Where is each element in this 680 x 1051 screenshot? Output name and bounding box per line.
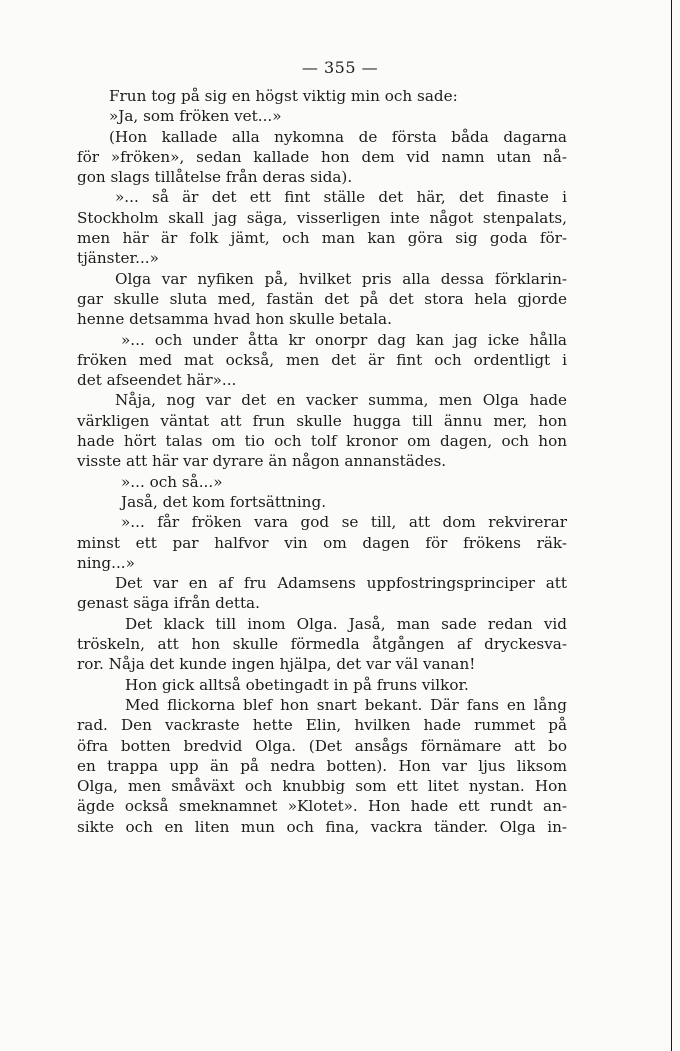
- text-line: men här är folk jämt, och man kan göra sig goda för-: [77, 229, 567, 248]
- text-line: visste att här var dyrare än någon annanstädes.: [77, 452, 447, 471]
- text-line: det afseendet här»...: [77, 371, 237, 390]
- text-line: Det var en af fru Adamsens uppfostringsprinciper att: [115, 574, 567, 593]
- page-number: — 355 —: [301, 58, 379, 77]
- text-line: genast säga ifrån detta.: [77, 594, 260, 613]
- text-line: sikte och en liten mun och fina, vackra tänder. Olga in-: [77, 817, 567, 836]
- text-line: ror. Nåja det kunde ingen hjälpa, det var väl vanan!: [77, 655, 476, 674]
- text-line: Jaså, det kom fortsättning.: [121, 492, 327, 511]
- text-line: ning...»: [77, 553, 135, 572]
- text-line: tröskeln, att hon skulle förmedla åtgången af dryckesva-: [77, 635, 567, 654]
- text-line: Hon gick alltså obetingadt in på fruns vilkor.: [125, 675, 469, 694]
- body-text: [77, 86, 567, 837]
- text-line: Det klack till inom Olga. Jaså, man sade redan vid: [125, 614, 567, 633]
- text-line: »... och så...»: [121, 472, 223, 491]
- page-edge-line: [671, 0, 672, 1051]
- text-line: hade hört talas om tio och tolf kronor om dagen, och hon: [77, 432, 567, 451]
- text-line: värkligen väntat att frun skulle hugga till ännu mer, hon: [77, 411, 567, 430]
- text-line: öfra botten bredvid Olga. (Det ansågs förnämare att bo: [77, 736, 567, 755]
- text-line: ägde också smeknamnet »Klotet». Hon hade ett rundt an-: [77, 797, 567, 816]
- text-line: minst ett par halfvor vin om dagen för frökens räk-: [77, 533, 567, 552]
- text-line: Stockholm skall jag säga, visserligen inte något stenpalats,: [77, 208, 567, 227]
- text-line: en trappa upp än på nedra botten). Hon var ljus liksom: [77, 756, 567, 775]
- text-line: »... och under åtta kr onorpr dag kan jag icke hålla: [121, 330, 567, 349]
- text-line: henne detsamma hvad hon skulle betala.: [77, 310, 392, 329]
- text-line: Med flickorna blef hon snart bekant. Där fans en lång: [125, 695, 567, 714]
- text-line: »Ja, som fröken vet...»: [109, 107, 282, 126]
- text-line: Frun tog på sig en högst viktig min och sade:: [109, 87, 458, 105]
- text-line: gar skulle sluta med, fastän det på det stora hela gjorde: [77, 289, 567, 308]
- text-line: gon slags tillåtelse från deras sida).: [77, 168, 353, 187]
- text-line: Nåja, nog var det en vacker summa, men Olga hade: [115, 391, 567, 410]
- text-line: Olga var nyfiken på, hvilket pris alla dessa förklarin-: [115, 269, 567, 288]
- text-line: Olga, men småväxt och knubbig som ett litet nystan. Hon: [77, 777, 567, 796]
- text-line: (Hon kallade alla nykomna de första båda dagarna: [109, 127, 567, 146]
- text-line: tjänster...»: [77, 249, 159, 268]
- text-line: fröken med mat också, men det är fint och ordentligt i: [77, 350, 567, 369]
- text-line: »... så är det ett fint ställe det här, det finaste i: [115, 188, 567, 207]
- text-line: »... får fröken vara god se till, att dom rekvirerar: [121, 513, 567, 532]
- text-line: för »fröken», sedan kallade hon dem vid namn utan nå-: [77, 147, 567, 166]
- text-line: rad. Den vackraste hette Elin, hvilken hade rummet på: [77, 716, 567, 735]
